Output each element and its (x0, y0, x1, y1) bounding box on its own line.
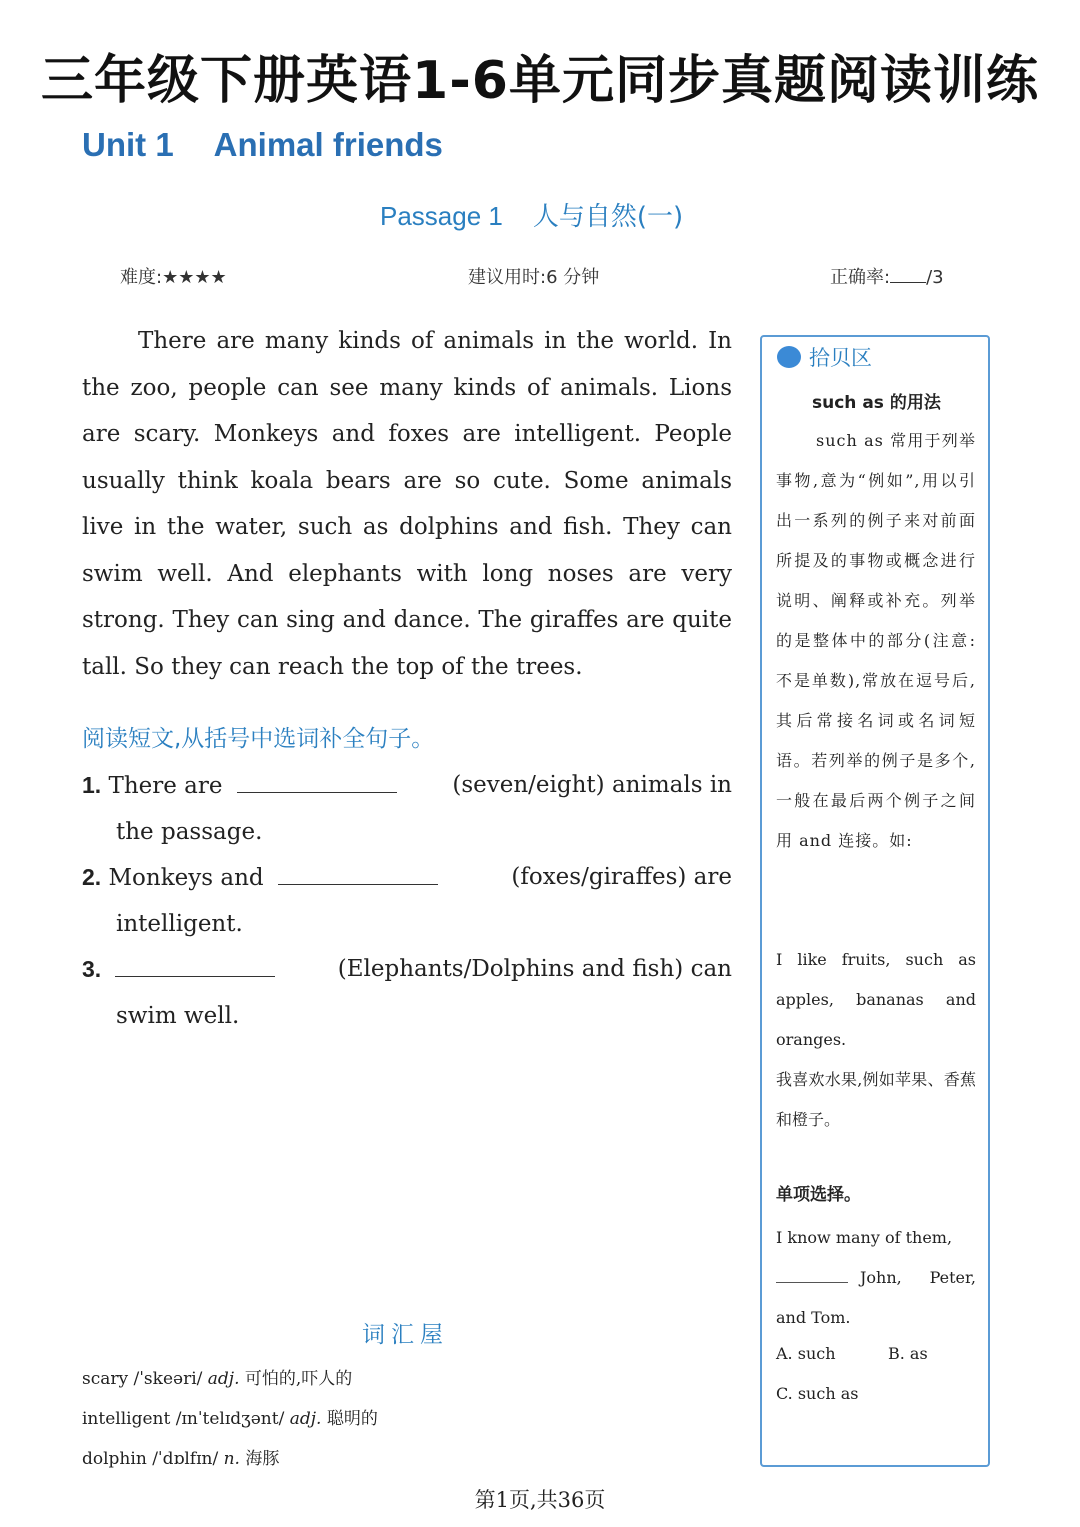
tips-explanation (776, 421, 976, 861)
vocab-meaning: 海豚 (245, 1449, 280, 1469)
question-number: 1. (82, 772, 102, 798)
vocab-meaning: 聪明的 (326, 1409, 378, 1429)
passage-topic: 人与自然(一) (532, 202, 684, 232)
accuracy-blank[interactable] (890, 268, 926, 283)
vocab-pos: adj. (289, 1409, 322, 1429)
option-a[interactable]: A. such (776, 1344, 836, 1363)
tips-example (776, 940, 976, 1140)
question-text: Monkeys and (108, 865, 264, 891)
answer-blank[interactable] (237, 770, 397, 793)
question-options: (Elephants/Dolphins and fish) can (337, 956, 732, 982)
quiz-line-1: I know many of them, (776, 1228, 953, 1247)
shell-icon (777, 346, 801, 368)
question-continuation: swim well. (116, 1003, 240, 1029)
vocab-item (82, 1404, 378, 1429)
question-3 (82, 946, 732, 1039)
question-number: 3. (82, 956, 102, 982)
passage-heading (380, 196, 683, 233)
unit-title: Animal friends (213, 126, 443, 163)
unit-heading (82, 126, 443, 164)
tips-example-en: I like fruits, such as apples, bananas and oranges. (776, 950, 976, 1049)
page-title: 三年级下册英语1-6单元同步真题阅读训练 (41, 51, 1039, 111)
suggested-time: 建议用时:6 分钟 (468, 267, 600, 288)
answer-blank[interactable] (115, 954, 275, 977)
accuracy (830, 263, 944, 289)
passage-label: Passage 1 (380, 201, 503, 231)
tips-heading-label: 拾贝区 (809, 346, 872, 370)
accuracy-total: /3 (926, 267, 944, 288)
vocab-item (82, 1444, 279, 1469)
question-2 (82, 854, 732, 947)
vocab-phonetic: /ˈdɒlfɪn/ (152, 1449, 219, 1469)
quiz-blank[interactable] (776, 1268, 848, 1283)
quiz-title: 单项选择。 (776, 1185, 861, 1205)
vocab-meaning: 可怕的,吓人的 (244, 1369, 353, 1389)
accuracy-label: 正确率: (830, 267, 891, 288)
quiz-line-2: John, Peter, and Tom. (776, 1268, 976, 1327)
vocab-pos: n. (223, 1449, 240, 1469)
question-text: There are (108, 773, 223, 799)
answer-blank[interactable] (278, 862, 438, 885)
question-options: (seven/eight) animals in (452, 772, 732, 798)
exercise-instruction: 阅读短文,从括号中选词补全句子。 (82, 726, 435, 752)
quiz-question (776, 1218, 976, 1338)
option-b[interactable]: B. as (888, 1344, 928, 1363)
tips-explanation-text: such as 常用于列举事物,意为“例如”,用以引出一系列的例子来对前面所提及的事物或概念进行说明、阐释或补充。列举的是整体中的部分(注意:不是单数),常放在逗号后,其后常接名词或名词短语。若列举的例子是多个,一般在最后两个例子之间用 and 连接。如: (776, 431, 976, 850)
vocab-phonetic: /ɪnˈtelɪdʒənt/ (175, 1409, 285, 1429)
tips-example-cn: 我喜欢水果,例如苹果、香蕉和橙子。 (776, 1070, 976, 1129)
unit-label: Unit 1 (82, 126, 174, 163)
question-continuation: intelligent. (116, 911, 243, 937)
question-number: 2. (82, 864, 102, 890)
option-c[interactable]: C. such as (776, 1384, 859, 1403)
vocab-word: dolphin (82, 1449, 147, 1469)
tips-heading (777, 342, 872, 372)
passage-text: There are many kinds of animals in the world. In the zoo, people can see many kinds of animals. Lions are scary. Monkeys and foxes are intelligent. People usually think koala bears are so cute. Some animals live in the water, such as dolphins and fish. They can swim well. And elephants with long noses are very strong. They can sing and dance. The giraffes are quite tall. So they can reach the top of the trees. (82, 328, 732, 680)
vocab-word: intelligent (82, 1409, 171, 1429)
vocab-word: scary (82, 1369, 129, 1389)
vocab-pos: adj. (207, 1369, 240, 1389)
page-number: 第1页,共36页 (474, 1488, 606, 1512)
question-1 (82, 762, 732, 855)
difficulty: 难度:★★★★ (120, 267, 227, 288)
question-options: (foxes/giraffes) are (511, 864, 732, 890)
tips-subheading: such as 的用法 (812, 393, 941, 413)
question-continuation: the passage. (116, 819, 263, 845)
vocab-phonetic: /ˈskeəri/ (133, 1369, 203, 1389)
vocab-item (82, 1364, 352, 1389)
vocabulary-title: 词汇屋 (362, 1322, 449, 1348)
